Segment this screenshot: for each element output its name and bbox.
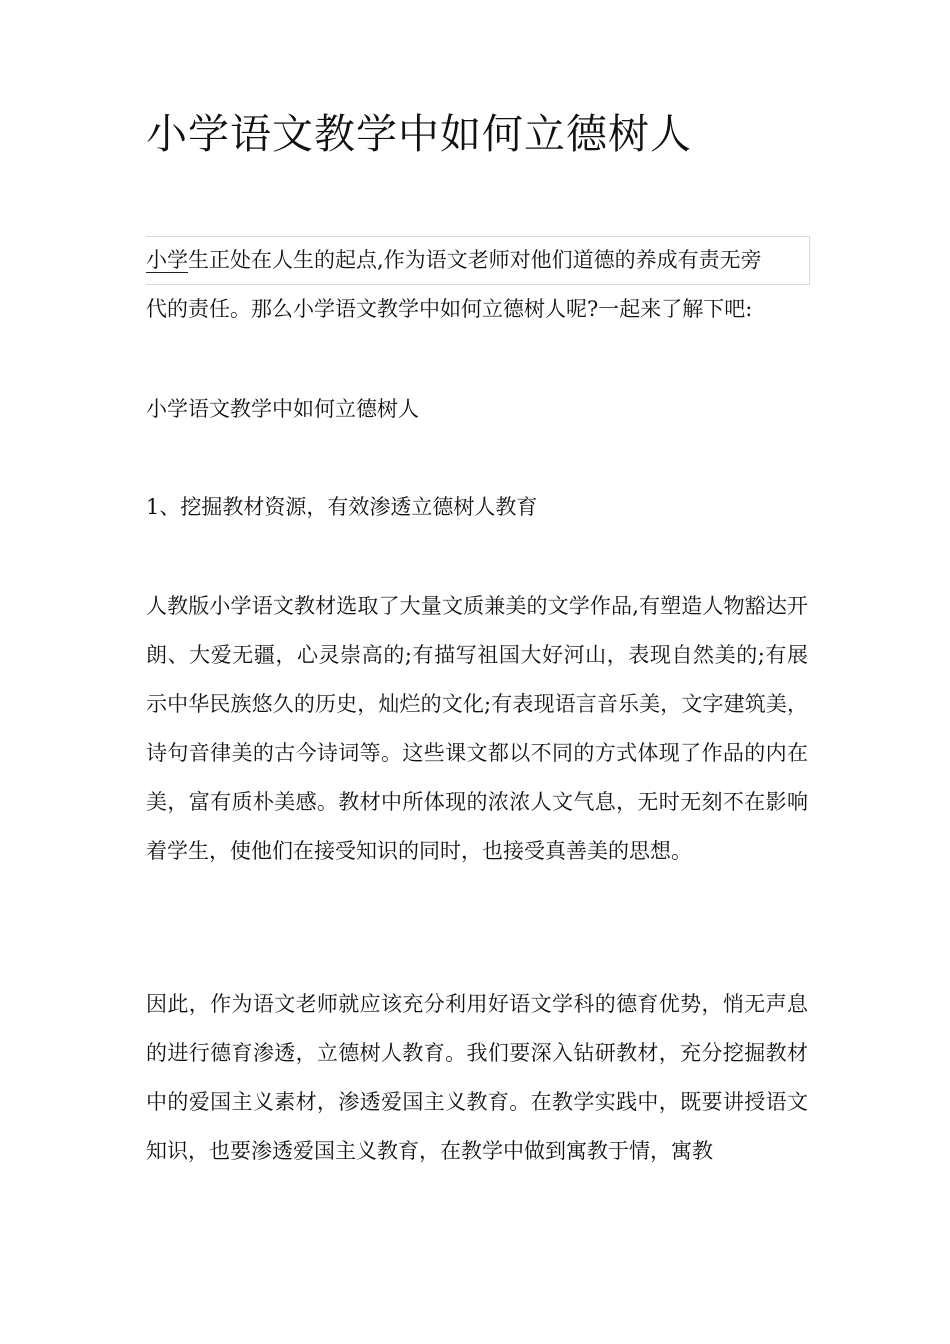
body-paragraph-2: 因此，作为语文老师就应该充分利用好语文学科的德育优势，悄无声息的进行德育渗透，立德树人教育。我们要深入钻研教材，充分挖掘教材中的爱国主义素材，渗透爱国主义教育。在教学实践中，既要讲授语文知识，也要渗透爱国主义教育，在教学中做到寓教于情，寓教 — [146, 992, 808, 1163]
intro-first-line-text: 生正处在人生的起点,作为语文老师对他们道德的养成有责无旁 — [188, 248, 762, 272]
body-paragraph-1: 人教版小学语文教材选取了大量文质兼美的文学作品,有塑造人物豁达开朗、大爱无疆，心灵崇高的;有描写祖国大好河山，表现自然美的;有展示中华民族悠久的历史，灿烂的文化;有表现语言音乐美，文字建筑美，诗句音律美的古今诗词等。这些课文都以不同的方式体现了作品的内在美，富有质朴美感。教材中所体现的浓浓人文气息，无时无刻不在影响着学生，使他们在接受知识的同时，也接受真善美的思想。 — [146, 594, 808, 863]
intro-first-line — [146, 236, 810, 285]
intro-paragraph — [146, 236, 808, 334]
section-heading: 1、挖掘教材资源，有效渗透立德树人教育 — [146, 495, 538, 519]
subheading: 小学语文教学中如何立德树人 — [146, 397, 419, 421]
intro-rest-text: 代的责任。那么小学语文教学中如何立德树人呢?一起来了解下吧: — [146, 297, 753, 321]
document-title: 小学语文教学中如何立德树人 — [146, 110, 692, 158]
intro-underlined-text: 小学 — [146, 248, 188, 272]
